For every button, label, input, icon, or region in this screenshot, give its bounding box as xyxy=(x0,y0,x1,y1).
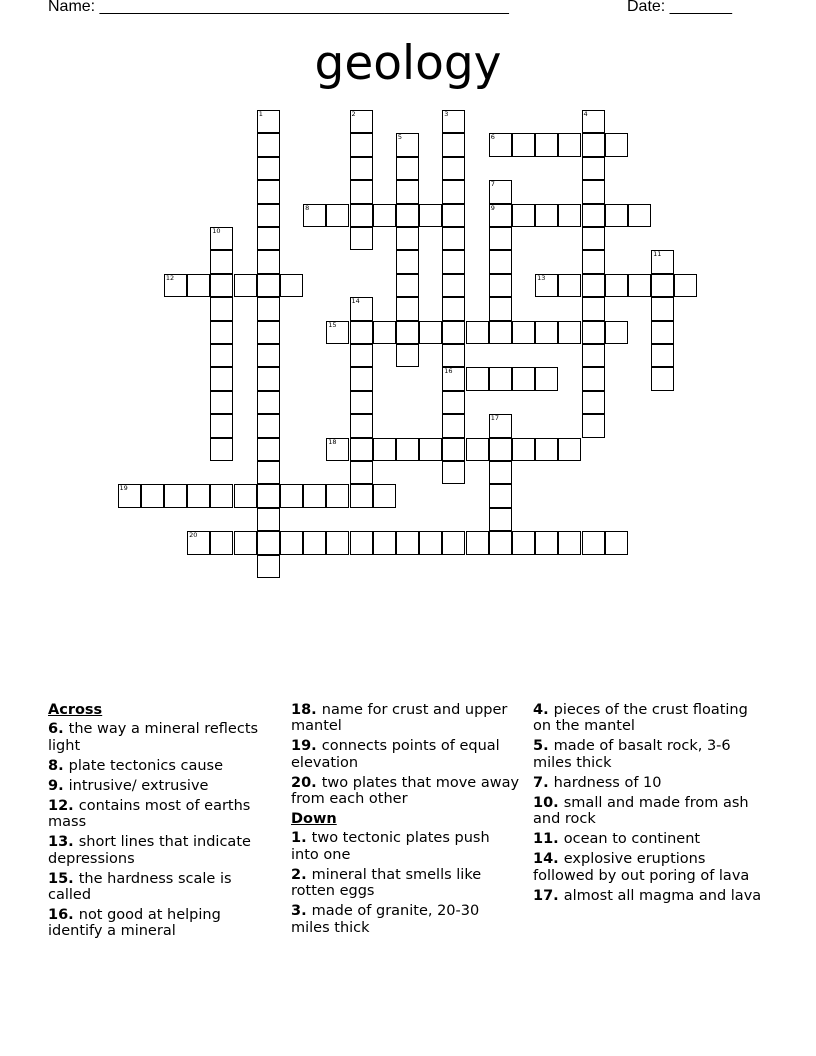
grid-cell[interactable] xyxy=(582,414,605,437)
clue-text: two plates that move away from each other xyxy=(291,774,520,808)
grid-cell[interactable] xyxy=(419,438,442,461)
grid-cell[interactable] xyxy=(558,438,581,461)
clue-item xyxy=(533,888,763,904)
clue-number: 13 xyxy=(537,273,546,282)
grid-cell[interactable] xyxy=(442,414,465,437)
grid-cell[interactable] xyxy=(350,297,373,320)
clue-number: 12 xyxy=(165,273,175,282)
grid-cell[interactable] xyxy=(419,204,442,227)
grid-cell[interactable] xyxy=(396,274,419,297)
grid-cell[interactable] xyxy=(651,297,674,320)
grid-cell[interactable] xyxy=(396,180,419,203)
clue-number-label: 16. xyxy=(48,907,79,924)
grid-cell[interactable] xyxy=(605,531,628,554)
grid-cell[interactable] xyxy=(303,531,326,554)
clue-text: contains most of earths mass xyxy=(48,797,251,831)
grid-cell[interactable] xyxy=(628,204,651,227)
grid-cell[interactable] xyxy=(141,484,164,507)
clue-number-label: 18. xyxy=(291,702,322,718)
grid-cell[interactable] xyxy=(582,297,605,320)
grid-cell[interactable] xyxy=(628,274,651,297)
clue-item xyxy=(48,721,273,754)
grid-cell[interactable] xyxy=(489,414,512,437)
clue-item xyxy=(291,738,521,771)
clue-text: explosive eruptions followed by out poring of lava xyxy=(533,851,750,884)
grid-cell[interactable] xyxy=(489,321,512,344)
grid-cell[interactable] xyxy=(396,531,419,554)
grid-cell[interactable] xyxy=(419,321,442,344)
clue-number-label: 8. xyxy=(48,757,69,774)
grid-cell[interactable] xyxy=(442,157,465,180)
grid-cell[interactable] xyxy=(350,367,373,390)
grid-cell[interactable] xyxy=(373,321,396,344)
grid-cell[interactable] xyxy=(558,274,581,297)
grid-cell[interactable] xyxy=(442,227,465,250)
grid-cell[interactable] xyxy=(187,531,210,554)
grid-cell[interactable] xyxy=(326,204,349,227)
grid-cell[interactable] xyxy=(442,367,465,390)
grid-cell[interactable] xyxy=(396,344,419,367)
clue-item xyxy=(48,758,273,774)
across-clue-list xyxy=(48,721,273,939)
grid-cell[interactable] xyxy=(257,461,280,484)
grid-cell[interactable] xyxy=(674,274,697,297)
grid-cell[interactable] xyxy=(489,180,512,203)
down-clue-list xyxy=(291,830,521,935)
clue-text: pieces of the crust floating on the mantel xyxy=(533,702,748,735)
grid-cell[interactable] xyxy=(396,133,419,156)
grid-cell[interactable] xyxy=(373,484,396,507)
clue-item xyxy=(48,871,273,904)
clue-number-label: 11. xyxy=(533,831,564,848)
grid-cell[interactable] xyxy=(442,391,465,414)
grid-cell[interactable] xyxy=(442,531,465,554)
grid-cell[interactable] xyxy=(396,227,419,250)
grid-cell[interactable] xyxy=(164,274,187,297)
grid-cell[interactable] xyxy=(489,508,512,531)
grid-cell[interactable] xyxy=(605,274,628,297)
grid-cell[interactable] xyxy=(582,367,605,390)
grid-cell[interactable] xyxy=(582,250,605,273)
grid-cell[interactable] xyxy=(210,321,233,344)
clue-number: 19 xyxy=(119,484,128,493)
grid-cell[interactable] xyxy=(489,274,512,297)
grid-cell[interactable] xyxy=(234,274,257,297)
grid-cell[interactable] xyxy=(396,297,419,320)
grid-cell[interactable] xyxy=(350,180,373,203)
grid-cell[interactable] xyxy=(419,531,442,554)
grid-cell[interactable] xyxy=(651,321,674,344)
grid-cell[interactable] xyxy=(396,204,419,227)
grid-cell[interactable] xyxy=(257,484,280,507)
grid-cell[interactable] xyxy=(442,274,465,297)
grid-cell[interactable] xyxy=(257,438,280,461)
grid-cell[interactable] xyxy=(489,531,512,554)
clue-item xyxy=(533,775,763,791)
clue-text: mineral that smells like rotten eggs xyxy=(291,866,482,900)
grid-cell[interactable] xyxy=(651,274,674,297)
clue-text: made of granite, 20-30 miles thick xyxy=(291,903,480,936)
grid-cell[interactable] xyxy=(257,367,280,390)
grid-cell[interactable] xyxy=(350,133,373,156)
grid-cell[interactable] xyxy=(187,484,210,507)
page-title: geology xyxy=(314,36,502,91)
grid-cell[interactable] xyxy=(350,344,373,367)
grid-cell[interactable] xyxy=(466,367,489,390)
grid-cell[interactable] xyxy=(350,391,373,414)
clue-text: not good at helping identify a mineral xyxy=(48,907,221,940)
grid-cell[interactable] xyxy=(210,438,233,461)
grid-cell[interactable] xyxy=(257,204,280,227)
clue-number-label: 14. xyxy=(533,851,564,868)
clue-item xyxy=(291,867,521,900)
grid-cell[interactable] xyxy=(489,227,512,250)
grid-cell[interactable] xyxy=(373,438,396,461)
clue-number: 11 xyxy=(653,250,662,259)
clue-item xyxy=(533,831,763,847)
grid-cell[interactable] xyxy=(582,180,605,203)
clue-number-label: 6. xyxy=(48,721,69,738)
clue-text: hardness of 10 xyxy=(553,774,662,791)
grid-cell[interactable] xyxy=(210,297,233,320)
grid-cell[interactable] xyxy=(210,274,233,297)
grid-cell[interactable] xyxy=(466,438,489,461)
clue-number-label: 10. xyxy=(533,794,564,811)
grid-cell[interactable] xyxy=(210,227,233,250)
grid-cell[interactable] xyxy=(118,484,141,507)
clue-item xyxy=(533,702,763,735)
clue-number-label: 20. xyxy=(291,774,322,791)
grid-cell[interactable] xyxy=(558,321,581,344)
grid-cell[interactable] xyxy=(442,133,465,156)
clue-item xyxy=(48,907,273,940)
grid-cell[interactable] xyxy=(257,531,280,554)
grid-cell[interactable] xyxy=(350,321,373,344)
grid-cell[interactable] xyxy=(535,531,558,554)
down-clue-list-cont xyxy=(533,702,763,904)
grid-cell[interactable] xyxy=(582,157,605,180)
grid-cell[interactable] xyxy=(442,461,465,484)
grid-cell[interactable] xyxy=(442,250,465,273)
grid-cell[interactable] xyxy=(350,414,373,437)
clue-number-label: 7. xyxy=(533,774,554,791)
grid-cell[interactable] xyxy=(535,321,558,344)
clue-text: the way a mineral reflects light xyxy=(48,721,259,754)
grid-cell[interactable] xyxy=(257,297,280,320)
clue-number: 1 xyxy=(258,110,263,118)
grid-cell[interactable] xyxy=(582,391,605,414)
grid-cell[interactable] xyxy=(442,321,465,344)
clue-text: intrusive/ extrusive xyxy=(68,777,209,794)
grid-cell[interactable] xyxy=(350,461,373,484)
clue-text: connects points of equal elevation xyxy=(291,738,500,771)
clue-number-label: 1. xyxy=(291,830,312,847)
grid-cell[interactable] xyxy=(326,484,349,507)
grid-cell[interactable] xyxy=(489,438,512,461)
grid-cell[interactable] xyxy=(651,367,674,390)
grid-cell[interactable] xyxy=(326,438,349,461)
grid-cell[interactable] xyxy=(396,157,419,180)
clue-number: 8 xyxy=(305,203,310,212)
grid-cell[interactable] xyxy=(535,367,558,390)
grid-cell[interactable] xyxy=(651,250,674,273)
grid-cell[interactable] xyxy=(326,531,349,554)
grid-cell[interactable] xyxy=(489,204,512,227)
clues-column-3 xyxy=(533,702,763,908)
clue-text: short lines that indicate depressions xyxy=(48,834,251,867)
grid-cell[interactable] xyxy=(582,344,605,367)
clue-item xyxy=(48,798,273,831)
grid-cell[interactable] xyxy=(535,133,558,156)
clue-number: 5 xyxy=(397,133,403,142)
grid-cell[interactable] xyxy=(582,531,605,554)
grid-cell[interactable] xyxy=(512,367,535,390)
grid-cell[interactable] xyxy=(350,204,373,227)
grid-cell[interactable] xyxy=(280,274,303,297)
grid-cell[interactable] xyxy=(605,133,628,156)
across-clue-list-cont xyxy=(291,702,521,807)
grid-cell[interactable] xyxy=(257,250,280,273)
clue-number-label: 12. xyxy=(48,797,79,814)
grid-cell[interactable] xyxy=(187,274,210,297)
clue-number-label: 17. xyxy=(533,887,564,904)
grid-cell[interactable] xyxy=(489,250,512,273)
grid-cell[interactable] xyxy=(303,484,326,507)
clue-number-label: 4. xyxy=(533,702,554,718)
clue-number-label: 19. xyxy=(291,738,322,755)
grid-cell[interactable] xyxy=(489,484,512,507)
grid-cell[interactable] xyxy=(210,414,233,437)
grid-cell[interactable] xyxy=(350,438,373,461)
grid-cell[interactable] xyxy=(558,204,581,227)
clue-text: two tectonic plates push into one xyxy=(291,830,490,863)
grid-cell[interactable] xyxy=(512,531,535,554)
grid-cell[interactable] xyxy=(582,133,605,156)
grid-cell[interactable] xyxy=(257,344,280,367)
clue-number: 6 xyxy=(490,133,495,142)
grid-cell[interactable] xyxy=(303,204,326,227)
grid-cell[interactable] xyxy=(512,321,535,344)
grid-cell[interactable] xyxy=(257,227,280,250)
clue-text: small and made from ash and rock xyxy=(533,794,749,828)
grid-cell[interactable] xyxy=(489,461,512,484)
down-heading: Down xyxy=(291,811,337,828)
clue-number-label: 5. xyxy=(533,738,554,755)
grid-cell[interactable] xyxy=(605,321,628,344)
grid-cell[interactable] xyxy=(257,555,280,578)
clue-item xyxy=(291,702,521,735)
grid-cell[interactable] xyxy=(535,274,558,297)
grid-cell[interactable] xyxy=(558,133,581,156)
grid-cell[interactable] xyxy=(257,391,280,414)
grid-cell[interactable] xyxy=(257,414,280,437)
clue-number-label: 15. xyxy=(48,870,79,887)
clue-item xyxy=(533,851,763,884)
clue-number: 2 xyxy=(351,110,356,118)
grid-cell[interactable] xyxy=(489,133,512,156)
grid-cell[interactable] xyxy=(257,157,280,180)
grid-cell[interactable] xyxy=(257,180,280,203)
grid-cell[interactable] xyxy=(280,531,303,554)
clue-number: 20 xyxy=(189,531,198,540)
grid-cell[interactable] xyxy=(651,344,674,367)
grid-cell[interactable] xyxy=(210,250,233,273)
grid-cell[interactable] xyxy=(350,227,373,250)
grid-cell[interactable] xyxy=(350,531,373,554)
clue-number: 10 xyxy=(212,227,221,235)
grid-cell[interactable] xyxy=(489,367,512,390)
grid-cell[interactable] xyxy=(535,204,558,227)
clue-number-label: 2. xyxy=(291,866,312,883)
clue-number: 16 xyxy=(444,367,453,376)
grid-cell[interactable] xyxy=(257,110,280,133)
grid-cell[interactable] xyxy=(605,204,628,227)
clue-number: 18 xyxy=(328,437,337,446)
grid-cell[interactable] xyxy=(257,508,280,531)
grid-cell[interactable] xyxy=(396,321,419,344)
grid-cell[interactable] xyxy=(350,110,373,133)
grid-cell[interactable] xyxy=(512,438,535,461)
grid-cell[interactable] xyxy=(466,531,489,554)
grid-cell[interactable] xyxy=(582,110,605,133)
clue-number-label: 3. xyxy=(291,903,312,920)
grid-cell[interactable] xyxy=(558,531,581,554)
clue-item xyxy=(48,834,273,867)
date-line[interactable]: Date: _______ xyxy=(627,0,732,15)
clue-number: 17 xyxy=(490,414,499,423)
clue-item xyxy=(291,903,521,936)
grid-cell[interactable] xyxy=(257,321,280,344)
grid-cell[interactable] xyxy=(280,484,303,507)
grid-cell[interactable] xyxy=(512,133,535,156)
clue-number: 4 xyxy=(583,110,588,118)
grid-cell[interactable] xyxy=(489,297,512,320)
clues-column-2 xyxy=(291,702,521,940)
clue-item xyxy=(291,830,521,863)
grid-cell[interactable] xyxy=(582,321,605,344)
clue-text: almost all magma and lava xyxy=(563,887,762,904)
clue-text: made of basalt rock, 3-6 miles thick xyxy=(533,738,731,771)
grid-cell[interactable] xyxy=(466,321,489,344)
grid-cell[interactable] xyxy=(442,204,465,227)
clue-text: the hardness scale is called xyxy=(48,870,232,903)
grid-cell[interactable] xyxy=(582,227,605,250)
grid-cell[interactable] xyxy=(582,274,605,297)
grid-cell[interactable] xyxy=(396,438,419,461)
across-heading: Across xyxy=(48,702,103,718)
clue-text: name for crust and upper mantel xyxy=(291,702,508,735)
grid-cell[interactable] xyxy=(442,180,465,203)
name-line[interactable]: Name: ______________________________________________ xyxy=(48,0,509,15)
clue-number: 7 xyxy=(490,180,495,189)
grid-cell[interactable] xyxy=(326,321,349,344)
clue-number: 15 xyxy=(328,320,337,329)
grid-cell[interactable] xyxy=(210,367,233,390)
clue-text: ocean to continent xyxy=(563,831,701,848)
grid-cell[interactable] xyxy=(210,531,233,554)
grid-cell[interactable] xyxy=(210,344,233,367)
grid-cell[interactable] xyxy=(535,438,558,461)
grid-cell[interactable] xyxy=(164,484,187,507)
clue-number: 3 xyxy=(444,110,449,118)
grid-cell[interactable] xyxy=(442,110,465,133)
clue-number: 14 xyxy=(351,297,360,306)
grid-cell[interactable] xyxy=(442,438,465,461)
grid-cell[interactable] xyxy=(210,484,233,507)
grid-cell[interactable] xyxy=(512,204,535,227)
clue-text: plate tectonics cause xyxy=(68,757,224,774)
grid-cell[interactable] xyxy=(373,531,396,554)
grid-cell[interactable] xyxy=(442,297,465,320)
clue-number: 9 xyxy=(490,203,495,212)
grid-cell[interactable] xyxy=(234,531,257,554)
clue-item xyxy=(291,775,521,808)
grid-cell[interactable] xyxy=(210,391,233,414)
clue-number-label: 9. xyxy=(48,777,69,794)
clue-item xyxy=(533,738,763,771)
clues-column-1 xyxy=(48,702,273,943)
grid-cell[interactable] xyxy=(373,204,396,227)
clue-number-label: 13. xyxy=(48,834,79,851)
clue-item xyxy=(48,778,273,794)
grid-cell[interactable] xyxy=(257,133,280,156)
grid-cell[interactable] xyxy=(350,484,373,507)
grid-cell[interactable] xyxy=(257,274,280,297)
grid-cell[interactable] xyxy=(350,157,373,180)
grid-cell[interactable] xyxy=(234,484,257,507)
clue-item xyxy=(533,795,763,828)
grid-cell[interactable] xyxy=(582,204,605,227)
grid-cell[interactable] xyxy=(442,344,465,367)
grid-cell[interactable] xyxy=(396,250,419,273)
